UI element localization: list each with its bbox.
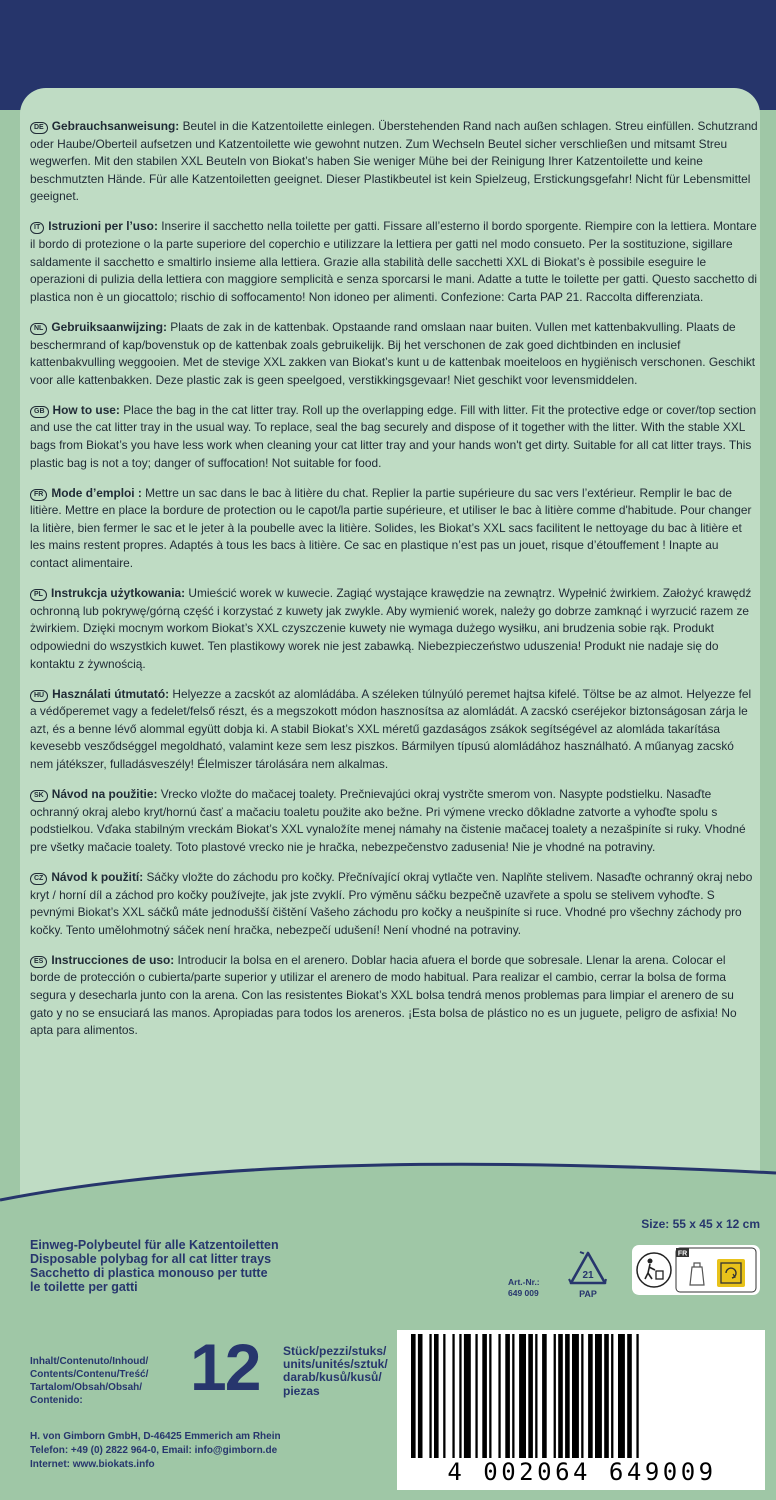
language-badge: HU xyxy=(30,690,48,702)
instruction-heading: Návod na použitie: xyxy=(51,787,158,802)
instruction-section xyxy=(30,585,758,673)
contents-label-line: Contents/Contenu/Treść/ xyxy=(30,1369,149,1380)
instruction-heading: Gebruiksaanwijzing: xyxy=(51,319,167,334)
barcode-bar xyxy=(611,1334,613,1458)
company-website: Internet: www.biokats.info xyxy=(30,1459,155,1470)
language-badge: FR xyxy=(30,489,47,501)
recycle-label: PAP xyxy=(579,1289,597,1299)
barcode-bar xyxy=(588,1334,593,1458)
instruction-heading: Mode d’emploi : xyxy=(51,485,142,500)
barcode-bar xyxy=(434,1334,439,1458)
barcode-bar xyxy=(554,1334,556,1458)
instruction-text: Beutel in die Katzentoilette einlegen. Überstehenden Rand nach außen schlagen. Streu einfüllen. Schutzrand oder Haube/Oberteil aufsetzen und Katzentoilette wie gewohnt nutzen. Zum Wechseln Beutel sicher verschließen und mitsamt Streu wegwerfen. Mit den stabilen XXL Beuteln von Biokat’s haben Sie weniger Mühe bei der Reinigung Ihrer Katzentoilette und keine beschmutzten Hände. Für alle Katzentoiletten geeignet. Dieser Plastikbeutel ist kein Spielzeug, Erstickungsgefahr! Nicht für Lebensmittel geeignet. xyxy=(30,119,758,204)
barcode-bar xyxy=(475,1334,477,1458)
instruction-heading: Használati útmutató: xyxy=(52,686,170,701)
product-description-line: Sacchetto di plastica monouso per tutte xyxy=(30,1266,268,1280)
barcode-bar xyxy=(618,1334,625,1458)
instruction-section xyxy=(30,118,758,206)
instruction-section xyxy=(30,485,758,573)
contents-label-line: Contenido: xyxy=(30,1395,83,1406)
product-description-line: Disposable polybag for all cat litter trays xyxy=(30,1252,272,1266)
product-description-line: le toilette per gatti xyxy=(30,1280,138,1294)
instruction-text: Sáčky vložte do záchodu pro kočky. Přečnívající okraj vytlačte ven. Naplňte stelivem. Nasaďte ochranný okraj nebo kryt / horní díl a záchod pro kočky používejte, jak jste zvyklí. Pro výměnu sáčku bezpečně uzavřete a spolu se stelivem vyhoďte. S pevnými Biokat’s XXL sáčků máte jednodušší čištění Vašeho záchodu pro kočky a neušpiníte si ruce. Vhodné pro všechny záchody pro kočky. Tento umělohmotný sáček není hračka, nebezpečí udušení! Není vhodné na potraviny. xyxy=(30,869,753,937)
barcode-bar xyxy=(443,1334,445,1458)
language-badge: IT xyxy=(30,222,44,234)
disposal-pictograms xyxy=(632,1245,760,1295)
barcode-bar xyxy=(505,1334,510,1458)
product-description-line: Einweg-Polybeutel für alle Katzentoiletten xyxy=(30,1238,279,1252)
article-value: 649 009 xyxy=(508,1288,539,1298)
contents-label xyxy=(30,1355,175,1407)
language-badge: PL xyxy=(30,589,47,601)
barcode-bar xyxy=(542,1334,547,1458)
language-badge: NL xyxy=(30,323,47,335)
instruction-section xyxy=(30,786,758,856)
barcode-icon xyxy=(407,1334,757,1458)
barcode-bar xyxy=(459,1334,461,1458)
barcode-bar xyxy=(489,1334,491,1458)
barcode-bar xyxy=(519,1334,526,1458)
barcode-bar xyxy=(581,1334,583,1458)
barcode-bar xyxy=(418,1334,423,1458)
instruction-text: Inserire il sacchetto nella toilette per gatti. Fissare all’esterno il bordo sporgente. Riempire con la lettiera. Montare il bordo di protezione o la parte superiore del coperchio e utilizzare la lettiera per gatti nel modo consueto. Per la sostituzione, sigillare saldamente il sacchetto e smaltirlo insieme alla lettiera. Grazie alla stabilità delle sacchetti XXL di Biokat’s è possibile eseguire le operazioni di pulizia della lettiera con maggiore semplicità e senza sporcarsi le mani. Adatte a tutte le toilette per gatti. Questo sacchetto di plastica non è un giocattolo; rischio di soffocamento! Non idoneo per alimenti. Confezione: Carta PAP 21. Raccolta differenziata. xyxy=(30,219,758,304)
barcode-digits: 4 002064 649009 xyxy=(447,1458,717,1486)
article-label: Art.-Nr.: xyxy=(508,1277,540,1287)
instruction-section xyxy=(30,686,758,774)
units-line: darab/kusů/kusů/ xyxy=(283,1370,382,1385)
instruction-text: Mettre un sac dans le bac à litière du chat. Replier la partie supérieure du sac vers l’extérieur. Remplir le bac de litière. Mettre en place la bordure de protection ou le capot/la partie supérieure, et utiliser le bac à litière comme d'habitude. Pour changer la litière, bien fermer le sac et le jeter à la poubelle avec la litière. Solides, les Biokat’s XXL sacs facilitent le nettoyage du bac à litière et les mains restent propres. Adaptés à tous les bacs à litière. Ce sac en plastique n’est pas un jouet, risque d’étouffement ! Inapte au contact alimentaire. xyxy=(30,485,752,571)
barcode-bar xyxy=(572,1334,579,1458)
language-badge: GB xyxy=(30,406,49,418)
instruction-section xyxy=(30,218,758,306)
instruction-text: Helyezze a zacskót az alomládába. A széleken túlnyúló peremet hajtsa kifelé. Töltse be az almot. Helyezze fel a védőperemet vagy a fedelet/felső részt, és a megszokott módon hasznosítsa az alomládát. A zacskó cseréjekor biztonságosan zárja le azt, és a benne lévő alommal együtt dobja ki. A stabil Biokat’s XXL méretű gazdaságos zsákok segítségével az alomláda takarítása kevesebb vesződséggel megoldható, valamint keze sem lesz piszkos. Bármilyen típusú alomládához használható. A műanyag zacskó nem játékszer, fulladásveszély! Élelmiszer tárolására nem alkalmas. xyxy=(30,686,752,771)
instruction-section xyxy=(30,952,758,1040)
instruction-heading: Návod k použití: xyxy=(51,869,144,884)
bag-count: 12 xyxy=(190,1330,260,1404)
instruction-heading: Gebrauchsanweisung: xyxy=(51,119,180,133)
company-address: H. von Gimborn GmbH, D-46425 Emmerich am Rhein xyxy=(30,1431,281,1442)
language-badge: CZ xyxy=(30,873,47,885)
barcode-bar xyxy=(604,1334,609,1458)
instruction-heading: How to use: xyxy=(52,402,120,417)
barcode-bar xyxy=(512,1334,514,1458)
barcode-bar xyxy=(482,1334,487,1458)
instruction-text: Vrecko vložte do mačacej toalety. Prečnievajúci okraj vystrčte smerom von. Nasypte podstielku. Nasaďte ochranný okraj alebo kryt/hornú časť a mačaciu toaletu použite ako bežne. Pri výmene vrecko dôkladne zatvorte a vyhoďte spolu s podstielkou. Vďaka stabilným vreckám Biokat’s XXL vynaložíte menej námahy na čistenie mačacej toalety a nezašpiníte si ruky. Vhodné pre všetky mačacie toalety. Toto plastové vrecko nie je hračka, nebezpečenstvo zadusenia! Nie je vhodné na potraviny. xyxy=(30,787,746,854)
company-contact: Telefon: +49 (0) 2822 964-0, Email: info@gimborn.de xyxy=(30,1445,278,1456)
instruction-section xyxy=(30,869,758,939)
instruction-text: Umieścić worek w kuwecie. Zagiąć wystające krawędzie na zewnątrz. Wypełnić żwirkiem. Założyć krawędź ochronną lub pokrywę/górną część i korzystać z kuwety jak zwykle. Aby wymienić worek, należy go dobrze zamknąć i wyrzucić razem ze żwirkiem. Dzięki mocnym workom Biokat’s XXL czyszczenie kuwety nie wymaga dużego wysiłku, ani brudzenia sobie rąk. Produkt odpowiedni do wszystkich kuwet. Ten plastikowy worek nie jest zabawką. Niebezpieczeństwo uduszenia! Produkt nie nadaje się do kontaktu z żywnością. xyxy=(30,586,752,671)
barcode-bar xyxy=(558,1334,563,1458)
barcode-bar xyxy=(464,1334,471,1458)
language-badge: SK xyxy=(30,790,48,802)
recycle-code: 21 xyxy=(582,1270,594,1281)
barcode-bar xyxy=(595,1334,602,1458)
barcode-area xyxy=(397,1330,765,1490)
contents-label-line: Inhalt/Contenuto/Inhoud/ xyxy=(30,1356,149,1367)
article-number xyxy=(508,1277,568,1299)
company-info xyxy=(30,1430,390,1472)
instruction-section xyxy=(30,319,758,389)
barcode-bar xyxy=(452,1334,454,1458)
instructions-list xyxy=(30,118,758,1052)
units-line: piezas xyxy=(283,1383,320,1398)
language-badge: ES xyxy=(30,956,47,968)
product-description xyxy=(30,1238,350,1294)
barcode-bar xyxy=(535,1334,537,1458)
barcode-bar xyxy=(411,1334,416,1458)
language-badge: DE xyxy=(30,122,48,134)
fr-badge: FR xyxy=(677,1250,688,1258)
disposal-info-box xyxy=(632,1245,760,1295)
barcode-bar xyxy=(528,1334,533,1458)
instruction-text: Plaats de zak in de kattenbak. Opstaande rand omslaan naar buiten. Vullen met kattenbakvulling. Plaats de beschermrand of kap/bovenstuk op de kattenbak zoals gebruikelijk. Bij het verschonen de zak goed dichtbinden en inclusief kattenbakvulling weggooien. Met de stevige XXL zakken van Biokat’s kunt u de kattenbak moeiteloos en hygiënisch verschonen. Geschikt voor alle kattenbakken. Deze plastic zak is geen speelgoed, verstikkingsgevaar! Niet geschikt voor levensmiddelen. xyxy=(30,319,756,387)
instruction-heading: Istruzioni per l’uso: xyxy=(48,219,158,234)
units-line: Stück/pezzi/stuks/ xyxy=(283,1344,387,1358)
contents-label-line: Tartalom/Obsah/Obsah/ xyxy=(30,1382,143,1393)
units-line: units/unités/sztuk/ xyxy=(283,1357,388,1372)
recycle-pap-icon xyxy=(568,1250,608,1302)
instruction-section xyxy=(30,402,758,472)
bag-icon xyxy=(690,1267,704,1285)
instruction-heading: Instrucciones de uso: xyxy=(51,952,175,967)
barcode-bar xyxy=(627,1334,632,1458)
barcode-bar xyxy=(636,1334,638,1458)
instruction-text: Place the bag in the cat litter tray. Roll up the overlapping edge. Fill with litter. Fit the protective edge or cover/top section and use the cat litter tray in the usual way. To replace, seal the bag securely and dispose of it together with the litter. With the stable XXL bags from Biokat’s you have less work when cleaning your cat litter tray and your hands won't get dirty. Suitable for all cat litter trays. This plastic bag is not a toy; danger of suffocation! Not suitable for food. xyxy=(30,402,757,470)
bag-size: Size: 55 x 45 x 12 cm xyxy=(641,1217,760,1231)
instruction-heading: Instrukcja użytkowania: xyxy=(50,586,186,601)
barcode-bar xyxy=(565,1334,570,1458)
barcode-bar xyxy=(429,1334,431,1458)
barcode-bar xyxy=(498,1334,500,1458)
instruction-text: Introducir la bolsa en el arenero. Doblar hacia afuera el borde que sobresale. Llenar la arena. Colocar el borde de protección o cubierta/parte superior y utilizar el arenero de modo habitual. Para realizar el cambio, cerrar la bolsa de forma segura y desecharla junto con la arena. Con las resistentes Biokat’s XXL bolsa tendrá menos problemas para limpiar el arenero de su gato y no se ensuciará las manos. Apropiadas para todos los areneros. ¡Esta bolsa de plástico no es un juguete, peligro de asfixia! No apta para alimentos. xyxy=(30,952,737,1038)
